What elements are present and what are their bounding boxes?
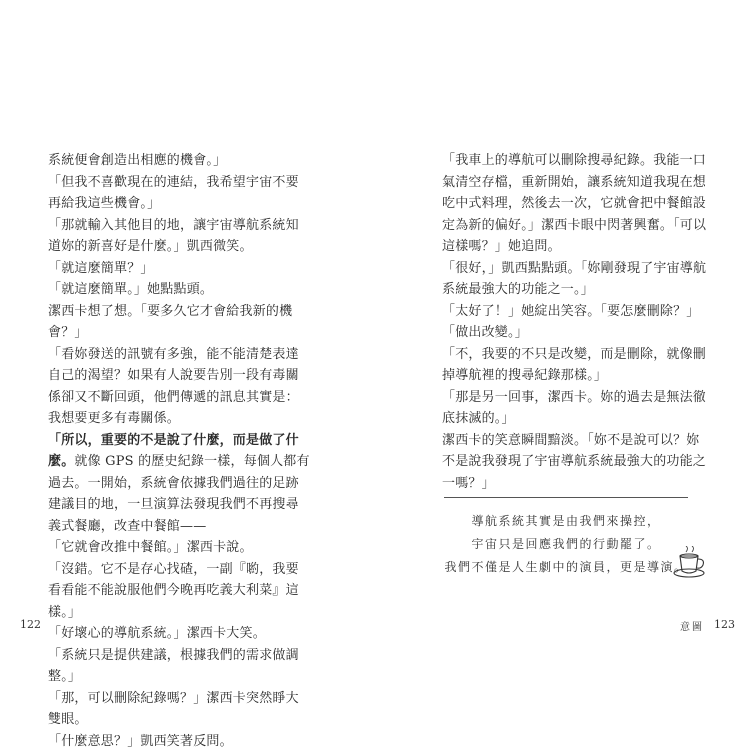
- paragraph: 「什麼意思？」凱西笑著反問。: [48, 731, 310, 752]
- quote-line: 導航系統其實是由我們來操控，: [442, 510, 690, 533]
- quote-text: [442, 510, 690, 579]
- page-number: 122: [20, 618, 41, 631]
- quote-divider: [444, 497, 688, 498]
- paragraph: 「那就輸入其他目的地，讓宇宙導航系統知道妳的新喜好是什麼。」凱西微笑。: [48, 215, 310, 258]
- quote-line: 宇宙只是回應我們的行動罷了。: [442, 533, 690, 556]
- coffee-cup-icon: [672, 546, 714, 580]
- paragraph: 「不，我要的不只是改變，而是刪除，就像刪掉導航裡的搜尋紀錄那樣。」: [442, 344, 708, 387]
- paragraph: 系統便會創造出相應的機會。」: [48, 150, 310, 172]
- quote-line: 我們不僅是人生劇中的演員，更是導演。: [442, 556, 690, 579]
- left-page: [48, 150, 310, 752]
- paragraph: 「就這麼簡單？」: [48, 258, 310, 280]
- paragraph: 「它就會改推中餐館。」潔西卡說。: [48, 537, 310, 559]
- running-head: 意圖: [680, 618, 704, 633]
- emphasis-text: 「所以，重要的不是說了什麼，而是做了什麼。: [48, 433, 299, 470]
- paragraph: 潔西卡的笑意瞬間黯淡。「妳不是說可以？妳不是說我發現了宇宙導航系統最強大的功能之一嗎？」: [442, 430, 708, 495]
- paragraph: 「我車上的導航可以刪除搜尋紀錄。我能一口氣清空存檔，重新開始，讓系統知道我現在想吃中式料理，然後去一次，它就會把中餐館設定為新的偏好。」潔西卡眼中閃著興奮。「可以這樣嗎？」她追問。: [442, 150, 708, 258]
- page-number: 123: [714, 618, 735, 631]
- paragraph: 「但我不喜歡現在的連結，我希望宇宙不要再給我這些機會。」: [48, 172, 310, 215]
- paragraph: 「就這麼簡單。」她點點頭。: [48, 279, 310, 301]
- paragraph: 潔西卡想了想。「要多久它才會給我新的機會？」: [48, 301, 310, 344]
- pull-quote: [442, 497, 690, 579]
- paragraph: 「系統只是提供建議，根據我們的需求做調整。」: [48, 645, 310, 688]
- paragraph: 「很好，」凱西點點頭。「妳剛發現了宇宙導航系統最強大的功能之一。」: [442, 258, 708, 301]
- emphasis-rest: 就像 GPS 的歷史紀錄一樣，每個人都有過去。一開始，系統會依據我們過往的足跡建議目的地，一旦演算法發現我們不再搜尋義式餐廳，改查中餐館——: [48, 454, 310, 534]
- emphasis-paragraph: [48, 430, 310, 538]
- paragraph: 「太好了！」她綻出笑容。「要怎麼刪除？」: [442, 301, 708, 323]
- paragraph: 「做出改變。」: [442, 322, 708, 344]
- paragraph: 「那是另一回事，潔西卡。妳的過去是無法徹底抹滅的。」: [442, 387, 708, 430]
- paragraph: 「看妳發送的訊號有多強，能不能清楚表達自己的渴望？如果有人說要告別一段有毒關係卻又不斷回頭，他們傳遞的訊息其實是：我想要更多有毒關係。: [48, 344, 310, 430]
- paragraph: 「好壞心的導航系統。」潔西卡大笑。: [48, 623, 310, 645]
- paragraph: 「沒錯。它不是存心找碴，一副『喲，我要看看能不能說服他們今晚再吃義大利菜』這樣。」: [48, 559, 310, 624]
- right-page: [442, 150, 708, 494]
- paragraph: 「那，可以刪除紀錄嗎？」潔西卡突然睜大雙眼。: [48, 688, 310, 731]
